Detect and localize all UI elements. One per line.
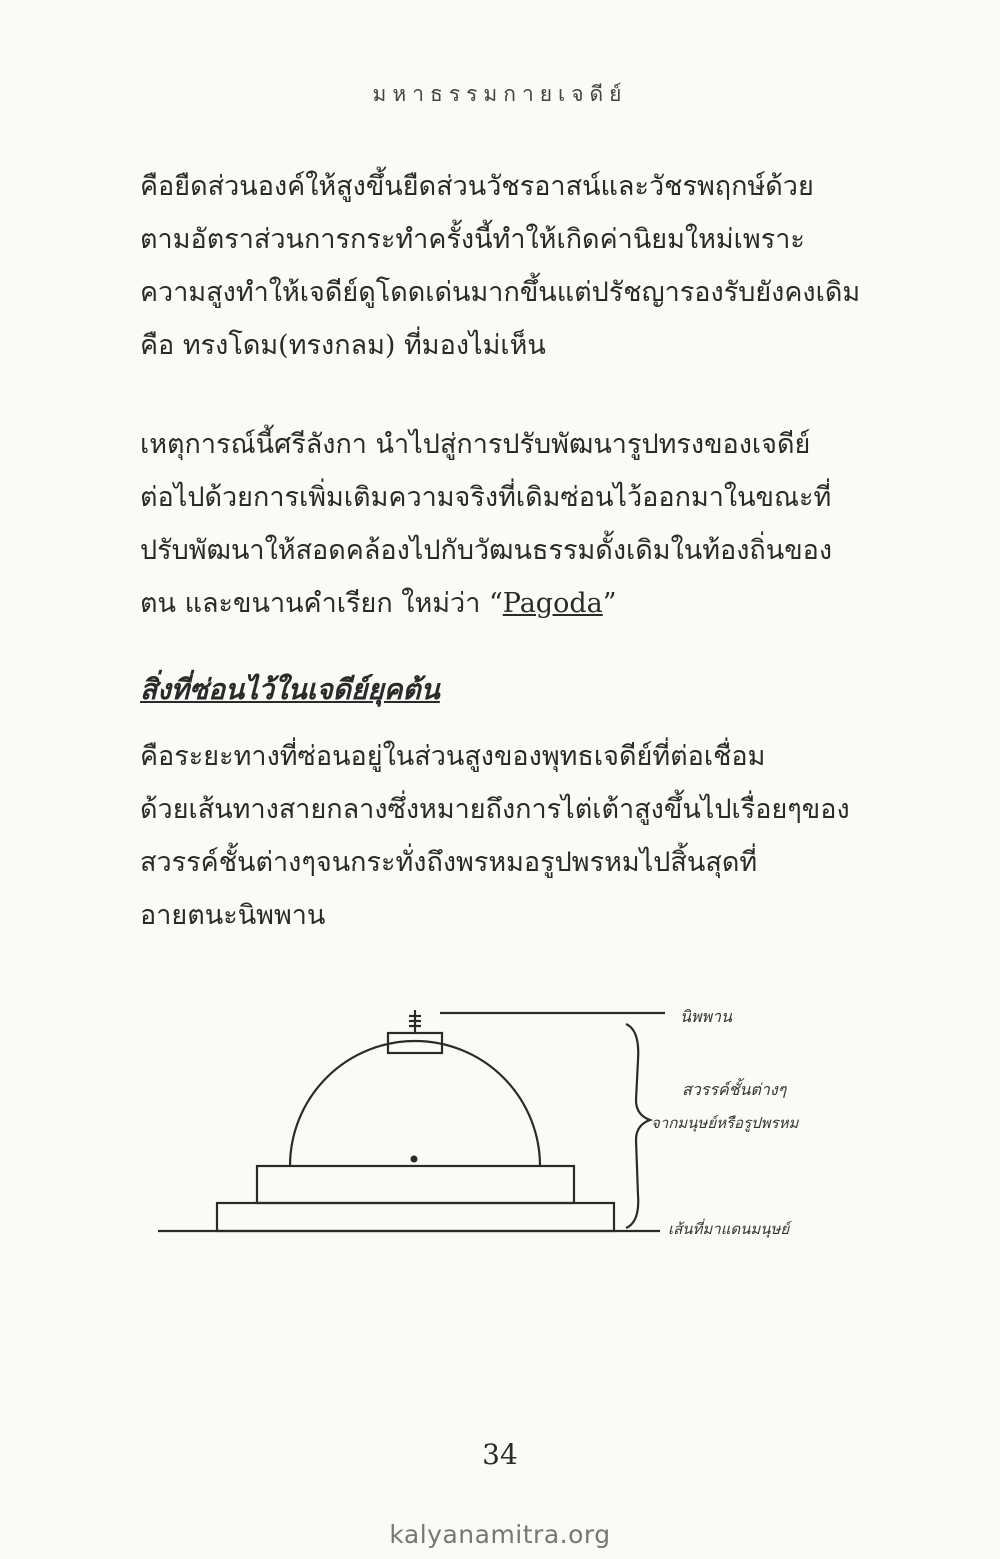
watermark-url: kalyanamitra.org	[389, 1520, 611, 1549]
text-line	[140, 471, 870, 524]
text-line	[140, 213, 870, 266]
curly-brace	[626, 1024, 650, 1228]
word: ยืดส่วนองค์ให้สูงขึ้น	[174, 171, 403, 202]
running-header: มหาธรรมกายเจดีย์	[372, 82, 628, 106]
word: การกระทำครั้งนี้ทำให้เกิดค่านิยมใหม่	[304, 224, 734, 255]
dome-center-dot	[411, 1156, 418, 1163]
stupa-diagram	[0, 990, 1000, 1250]
word: อรูปพรหม	[523, 847, 640, 878]
paragraph-1	[140, 160, 870, 372]
text-fragment: ”	[602, 588, 617, 619]
word: เพราะ	[733, 224, 805, 255]
text-line	[140, 836, 870, 889]
word: ไปสิ้นสุดที่	[639, 847, 758, 878]
word: ปรับพัฒนาให้สอดคล้องไปกับวัฒนธรรมดั้งเดิมในท้องถิ่นของ	[140, 535, 833, 566]
word: ความสูงทำให้เจดีย์ดูโดดเด่นมากขึ้น	[140, 277, 557, 308]
word: แต่ปรัชญารองรับยังคงเดิม	[556, 277, 861, 308]
pagoda-term: Pagoda	[502, 588, 603, 619]
text-line	[140, 160, 870, 213]
label-from-human: จากมนุษย์หรือรูปพรหม	[651, 1114, 799, 1132]
word: ต่อไป	[140, 482, 205, 513]
word: ซึ่งหมายถึงการไต่เต้าสูงขึ้นไปเรื่อยๆ	[387, 794, 802, 825]
text-line	[140, 783, 870, 836]
word: ยืดส่วนวัชรอาสน์และวัชรพฤกษ์ด้วย	[402, 171, 814, 202]
label-heavens: สวรรค์ชั้นต่างๆ	[682, 1080, 787, 1099]
paragraph-3	[140, 730, 870, 942]
stupa-dome	[290, 1041, 540, 1166]
text-line-last	[140, 577, 870, 630]
stupa-base-upper	[257, 1166, 574, 1203]
text-line: คือระยะทางที่ซ่อนอยู่ในส่วนสูงของพุทธเจดีย์ที่ต่อเชื่อม	[140, 741, 766, 772]
word: ของ	[801, 794, 850, 825]
word: ด้วยการเพิ่มเติมความจริงที่เดิมซ่อนไว้ออกมาในขณะที่	[204, 482, 832, 513]
word: จนกระทั่งถึงพรหม	[315, 847, 524, 878]
page-number: 34	[482, 1438, 518, 1471]
text-line	[140, 524, 870, 577]
label-human-realm: เส้นที่มาแดนมนุษย์	[668, 1220, 790, 1238]
word: ด้วยเส้นทางสายกลาง	[140, 794, 388, 825]
text-line: อายตนะนิพพาน	[140, 900, 326, 931]
text-line	[140, 266, 870, 319]
word: ตามอัตราส่วน	[140, 224, 305, 255]
word: สวรรค์ชั้นต่างๆ	[140, 847, 316, 878]
label-nirvana: นิพพาน	[680, 1007, 732, 1026]
section-heading: สิ่งที่ซ่อนไว้ในเจดีย์ยุคต้น	[140, 673, 440, 706]
paragraph-2	[140, 418, 870, 630]
stupa-base-lower	[217, 1203, 614, 1231]
text-line: เหตุการณ์นี้ศรีลังกา นำไปสู่การปรับพัฒนารูปทรงของเจดีย์	[140, 429, 811, 460]
text-fragment: ตน และขนานคำเรียก ใหม่ว่า “	[140, 588, 503, 619]
text-line: คือ ทรงโดม(ทรงกลม) ที่มองไม่เห็น	[140, 330, 546, 361]
word: คือ	[140, 171, 175, 202]
